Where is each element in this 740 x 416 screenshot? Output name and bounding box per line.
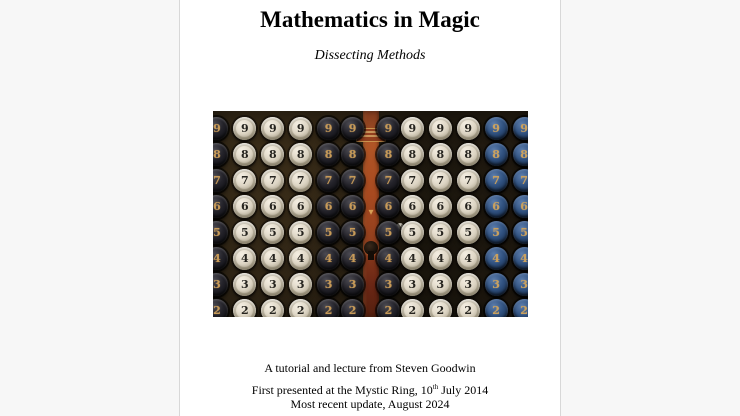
key-digit: 9 [436,121,445,135]
key-black-7 [317,169,340,192]
key-digit: 2 [436,303,445,317]
key-black-5 [341,221,364,244]
key-digit: 6 [348,199,357,213]
key-blue-9 [513,117,528,140]
key-digit: 3 [520,277,528,291]
key-white-3 [233,273,256,296]
key-white-5 [429,221,452,244]
key-black-6 [341,195,364,218]
key-digit: 8 [436,147,445,161]
key-white-8 [233,143,256,166]
key-black-4 [377,247,400,270]
key-white-4 [289,247,312,270]
key-blue-5 [485,221,508,244]
key-digit: 2 [213,303,221,317]
key-digit: 8 [492,147,500,161]
key-white-7 [457,169,480,192]
key-white-4 [261,247,284,270]
key-digit: 5 [324,225,333,239]
page-subtitle: Dissecting Methods [314,48,426,63]
key-white-4 [457,247,480,270]
key-white-5 [289,221,312,244]
key-digit: 9 [241,121,249,135]
key-digit: 9 [268,121,277,135]
key-digit: 5 [296,225,305,239]
key-digit: 8 [296,147,305,161]
key-black-8 [377,143,400,166]
page-sheet [179,0,561,416]
key-digit: 6 [268,199,277,213]
key-digit: 3 [268,277,277,291]
key-digit: 7 [492,173,500,187]
key-white-2 [289,299,312,318]
key-digit: 9 [408,121,417,135]
key-black-2 [213,299,228,318]
key-digit: 4 [384,251,393,265]
key-white-5 [233,221,256,244]
key-blue-4 [513,247,528,270]
presented-line [180,383,560,398]
key-white-3 [289,273,312,296]
key-blue-7 [485,169,508,192]
key-white-2 [429,299,452,318]
key-digit: 4 [268,251,277,265]
key-digit: 3 [324,277,333,291]
key-digit: 8 [268,147,277,161]
key-digit: 4 [348,251,357,265]
key-white-5 [261,221,284,244]
credit-line: A tutorial and lecture from Steven Goodwin [264,361,476,375]
key-digit: 3 [241,277,249,291]
key-blue-6 [513,195,528,218]
key-white-4 [233,247,256,270]
chevron-marking: ▾ [368,207,374,218]
key-black-6 [213,195,228,218]
key-white-7 [429,169,452,192]
key-white-9 [261,117,284,140]
key-digit: 7 [408,173,417,187]
key-digit: 7 [268,173,277,187]
key-digit: 5 [520,225,528,239]
key-black-9 [213,117,228,140]
key-black-8 [341,143,364,166]
key-black-5 [317,221,340,244]
key-digit: 7 [384,173,393,187]
key-black-6 [317,195,340,218]
key-digit: 9 [520,121,528,135]
key-digit: 3 [296,277,305,291]
key-digit: 4 [213,251,221,265]
key-white-8 [261,143,284,166]
key-white-9 [289,117,312,140]
key-black-3 [341,273,364,296]
key-white-3 [429,273,452,296]
key-black-8 [317,143,340,166]
key-blue-8 [485,143,508,166]
key-black-4 [317,247,340,270]
key-digit: 8 [241,147,249,161]
key-white-4 [429,247,452,270]
key-white-9 [457,117,480,140]
key-blue-8 [513,143,528,166]
key-black-4 [341,247,364,270]
key-black-7 [213,169,228,192]
key-digit: 7 [464,173,473,187]
presented-suffix: July 2014 [438,383,489,397]
key-digit: 5 [384,225,393,239]
key-blue-2 [485,299,508,318]
key-digit: 3 [464,277,473,291]
key-digit: 3 [348,277,357,291]
key-blue-2 [513,299,528,318]
key-digit: 3 [492,277,500,291]
key-white-7 [401,169,424,192]
key-digit: 3 [436,277,445,291]
key-digit: 6 [384,199,393,213]
key-digit: 5 [408,225,417,239]
key-digit: 7 [436,173,445,187]
key-digit: 8 [520,147,528,161]
key-blue-6 [485,195,508,218]
key-digit: 5 [213,225,221,239]
key-black-8 [213,143,228,166]
key-digit: 5 [241,225,249,239]
key-digit: 2 [492,303,500,317]
key-digit: 2 [520,303,528,317]
key-digit: 9 [324,121,333,135]
key-white-3 [401,273,424,296]
key-blue-9 [485,117,508,140]
key-white-9 [429,117,452,140]
key-white-6 [289,195,312,218]
key-digit: 7 [348,173,357,187]
key-black-2 [377,299,400,318]
key-black-7 [341,169,364,192]
key-blue-3 [485,273,508,296]
key-black-9 [317,117,340,140]
key-digit: 4 [408,251,417,265]
key-digit: 2 [241,303,249,317]
key-white-8 [289,143,312,166]
key-digit: 4 [324,251,333,265]
key-digit: 9 [492,121,500,135]
page-title: Mathematics in Magic [260,7,480,32]
key-white-4 [401,247,424,270]
key-white-7 [289,169,312,192]
key-white-2 [233,299,256,318]
key-digit: 7 [296,173,305,187]
key-digit: 6 [436,199,445,213]
key-blue-3 [513,273,528,296]
key-digit: 2 [348,303,357,317]
key-white-9 [233,117,256,140]
updated-line: Most recent update, August 2024 [290,397,450,411]
key-digit: 9 [384,121,393,135]
key-digit: 8 [464,147,473,161]
key-white-2 [401,299,424,318]
key-black-6 [377,195,400,218]
key-digit: 8 [213,147,221,161]
key-digit: 3 [384,277,393,291]
key-black-3 [317,273,340,296]
key-digit: 4 [520,251,528,265]
key-white-6 [261,195,284,218]
key-digit: 7 [241,173,249,187]
key-blue-4 [485,247,508,270]
presented-prefix: First presented at the Mystic Ring, 10 [251,383,433,397]
key-digit: 9 [213,121,221,135]
key-white-5 [457,221,480,244]
key-digit: 5 [348,225,357,239]
key-digit: 2 [408,303,417,317]
key-white-6 [429,195,452,218]
key-digit: 9 [464,121,473,135]
key-digit: 2 [268,303,277,317]
key-digit: 8 [324,147,333,161]
key-digit: 5 [464,225,473,239]
key-digit: 4 [296,251,305,265]
key-digit: 7 [213,173,221,187]
keyboard-grid [213,115,528,317]
key-digit: 4 [492,251,500,265]
key-digit: 3 [213,277,221,291]
key-digit: 2 [296,303,305,317]
key-digit: 2 [324,303,333,317]
key-black-4 [213,247,228,270]
key-white-7 [233,169,256,192]
presented-ordinal: th [432,383,439,391]
key-black-7 [377,169,400,192]
key-digit: 6 [213,199,221,213]
key-digit: 2 [384,303,393,317]
key-black-3 [213,273,228,296]
key-black-2 [341,299,364,318]
key-digit: 7 [520,173,528,187]
key-black-5 [377,221,400,244]
key-white-8 [401,143,424,166]
key-black-3 [377,273,400,296]
key-digit: 5 [268,225,277,239]
key-digit: 2 [464,303,473,317]
key-digit: 6 [464,199,473,213]
key-digit: 8 [384,147,393,161]
key-digit: 6 [324,199,333,213]
key-digit: 6 [296,199,305,213]
key-black-2 [317,299,340,318]
key-white-8 [429,143,452,166]
key-black-5 [213,221,228,244]
cover-photo [213,111,528,317]
key-white-6 [401,195,424,218]
key-digit: 3 [408,277,417,291]
key-digit: 5 [492,225,500,239]
key-white-2 [457,299,480,318]
key-digit: 7 [324,173,333,187]
key-white-3 [457,273,480,296]
key-digit: 9 [348,121,357,135]
key-white-2 [261,299,284,318]
key-digit: 5 [436,225,445,239]
key-blue-5 [513,221,528,244]
key-white-9 [401,117,424,140]
key-white-3 [261,273,284,296]
key-white-6 [457,195,480,218]
key-digit: 6 [408,199,417,213]
key-white-7 [261,169,284,192]
key-black-9 [377,117,400,140]
key-black-9 [341,117,364,140]
key-white-5 [401,221,424,244]
key-blue-7 [513,169,528,192]
key-digit: 6 [520,199,528,213]
key-digit: 4 [464,251,473,265]
key-digit: 9 [296,121,305,135]
key-digit: 6 [492,199,500,213]
key-digit: 4 [241,251,249,265]
key-white-8 [457,143,480,166]
key-digit: 8 [348,147,357,161]
key-digit: 8 [408,147,417,161]
key-digit: 4 [436,251,445,265]
key-white-6 [233,195,256,218]
key-digit: 6 [241,199,249,213]
